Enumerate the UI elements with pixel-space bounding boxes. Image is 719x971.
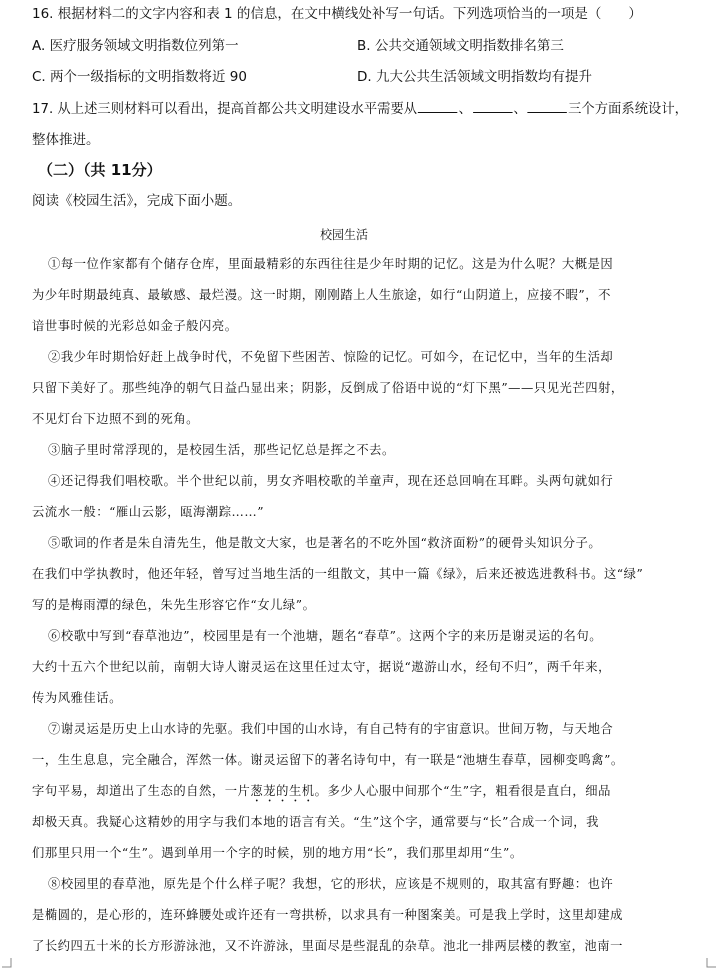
paragraph-line-with-emphasis [32,781,611,805]
paragraph-line: 却极天真。我疑心这精妙的用字与我们本地的语言有关。“生”这个字，通常要与“长”合成一个词，我 [32,815,599,829]
paragraph-line: 传为风雅佳话。 [32,691,122,705]
paragraph-line: 在我们中学执教时，他还年轻，曾写过当地生活的一组散文，其中一篇《绿》，后来还被选进教科书。这“绿” [32,567,644,581]
answer-blank-3[interactable] [528,98,567,113]
paragraph-line: 一，生生息息，完全融合，浑然一体。谢灵运留下的著名诗句中，有一联是“池塘生春草，园柳变鸣禽”。 [32,753,624,767]
line-text: 。多少人心服中间那个“生”字，粗看很是直白，细品 [314,784,611,798]
question-16-option-a: A. 医疗服务领域文明指数位列第一 [32,38,239,54]
question-17-line-2: 整体推进。 [32,132,100,148]
reading-instruction: 阅读《校园生活》，完成下面小题。 [32,193,242,209]
question-17-text-end: 三个方面系统设计， [568,101,688,117]
paragraph-line: 是椭圆的，是心形的，连环蜂腰处或许还有一弯拱桥，以求具有一种图案美。可是我上学时，这里却建成 [32,908,623,922]
question-16-option-d: D. 九大公共生活领域文明指数均有提升 [357,69,592,85]
paragraph-line: 不见灯台下边照不到的死角。 [32,412,200,426]
paragraph-line: 们那里只用一个“生”。遇到单用一个字的时候，别的地方用“长”，我们那里却用“生”。 [32,846,523,860]
paragraph-line: 为少年时期最纯真、最敏感、最烂漫。这一时期，刚刚踏上人生旅途，如行“山阴道上，应接不暇”，不 [32,288,611,302]
paragraph-line: 了长约四五十米的长方形游泳池，又不许游泳，里面尽是些混乱的杂草。池北一排两层楼的教室，池南一 [32,939,623,953]
paragraph-line: ⑤歌词的作者是朱自清先生，他是散文大家，也是著名的不吃外国“救济面粉”的硬骨头知识分子。 [48,536,602,550]
answer-blank-1[interactable] [418,98,457,113]
question-16-option-c: C. 两个一级指标的文明指数将近 90 [32,69,247,85]
paragraph-line: ⑧校园里的春草池，原先是个什么样子呢？我想，它的形状，应该是不规则的，取其富有野趣：也许 [48,877,614,891]
paragraph-line: 大约十五六个世纪以前，南朝大诗人谢灵运在这里任过太守，据说“遨游山水，经旬不归”，两千年来， [32,660,611,674]
paragraph-line: 谙世事时候的光彩总如金子般闪亮。 [32,319,238,333]
paragraph-line: ③脑子里时常浮现的，是校园生活，那些记忆总是挥之不去。 [48,443,395,457]
section-heading: （二）（共 11分） [38,161,162,179]
article-title: 校园生活 [320,227,368,242]
crop-mark-icon [706,958,716,968]
question-16-option-b: B. 公共交通领域文明指数排名第三 [357,38,564,54]
crop-mark-icon [2,958,12,968]
answer-blank-2[interactable] [473,98,512,113]
paragraph-line: 写的是梅雨潭的绿色，朱先生形容它作“女儿绿”。 [32,598,316,612]
line-text: 字句平易，却道出了生态的自然，一片 [32,784,251,798]
question-16-stem: 16. 根据材料二的文字内容和表 1 的信息，在文中横线处补写一句话。下列选项恰当的一项是（ ） [32,6,642,22]
emphasized-phrase: 葱茏的生机 [250,784,315,798]
blank-separator: 、 [458,101,472,117]
paragraph-line: ⑦谢灵运是历史上山水诗的先驱。我们中国的山水诗，有自己特有的宇宙意识。世间万物，与天地合 [48,722,614,736]
paragraph-line: ①每一位作家都有个储存仓库，里面最精彩的东西往往是少年时期的记忆。这是为什么呢？大概是因 [48,257,614,271]
question-17-text-start: 17. 从上述三则材料可以看出，提高首都公共文明建设水平需要从 [32,101,418,117]
paragraph-line: 只留下美好了。那些纯净的朝气日益凸显出来；阴影，反倒成了俗语中说的“灯下黑”——只见光芒四射， [32,381,624,395]
question-17-line-1 [32,98,688,120]
paragraph-line: 云流水一般：“雁山云影，瓯海潮踪……” [32,505,265,519]
blank-separator: 、 [513,101,527,117]
paragraph-line: ④还记得我们唱校歌。半个世纪以前，男女齐唱校歌的羊童声，现在还总回响在耳畔。头两句就如行 [48,474,614,488]
paragraph-line: ⑥校歌中写到“春草池边”，校园里是有一个池塘，题名“春草”。这两个字的来历是谢灵运的名句。 [48,629,603,643]
paragraph-line: ②我少年时期恰好赶上战争时代，不免留下些困苦、惊险的记忆。可如今，在记忆中，当年的生活却 [48,350,614,364]
